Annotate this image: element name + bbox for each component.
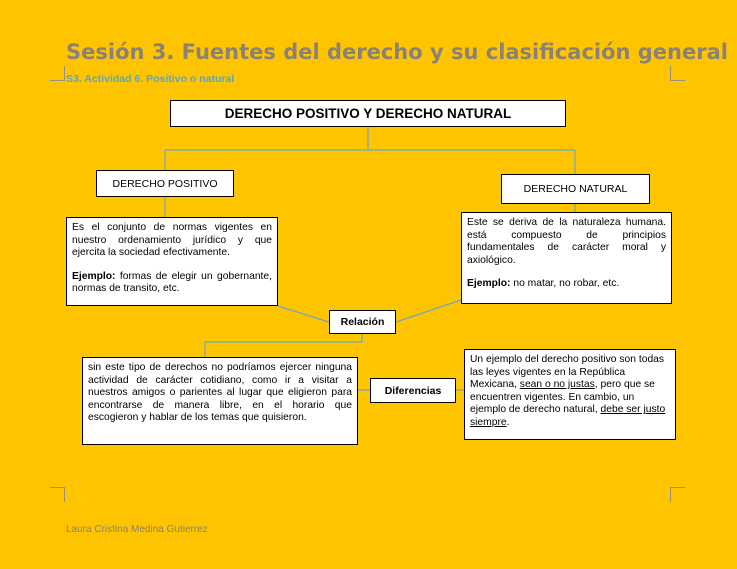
connector-relation-to-text xyxy=(205,334,362,357)
positive-law-definition: Es el conjunto de normas vigentes en nuestro ordenamiento jurídico y que ejercita la sociedad efectivamente. xyxy=(72,222,272,259)
natural-law-example xyxy=(467,278,666,291)
differences-text-part-1: Un ejemplo del derecho positivo son todas las leyes vigentes en la República Mexicana, xyxy=(470,354,665,391)
differences-underline-1: sean o no justas xyxy=(519,379,595,391)
relation-text: sin este tipo de derechos no podríamos ejercer ninguna actividad de carácter cotidiano, como ir a visitar a nuestros amigos o parientes al lugar que eligieron para encontrarse de manera libre, en el horario que escogieron y hablar de los temas que quisieron. xyxy=(88,362,352,424)
relation-box xyxy=(329,310,396,334)
positive-law-definition-box xyxy=(66,217,278,306)
natural-law-definition-box xyxy=(461,212,672,304)
natural-example-label: Ejemplo: xyxy=(467,278,511,290)
main-title-box xyxy=(170,100,566,127)
differences-text xyxy=(470,354,670,430)
natural-law-label: DERECHO NATURAL xyxy=(523,183,628,195)
relation-label: Relación xyxy=(340,316,385,328)
page-subtitle: S3. Actividad 6. Positivo o natural xyxy=(66,73,235,85)
differences-text-box xyxy=(464,349,676,440)
connector-natural-definition-to-relation xyxy=(396,300,461,322)
positive-example-label: Ejemplo: xyxy=(72,270,116,282)
footer-author: Laura Cristina Medina Gutierrez xyxy=(66,524,208,535)
main-title-label: DERECHO POSITIVO Y DERECHO NATURAL xyxy=(224,106,512,121)
positive-law-example xyxy=(72,271,272,296)
natural-law-definition: Este se deriva de la naturaleza humana. está compuesto de principios fundamentales de carácter moral y axiológico. xyxy=(467,217,666,266)
relation-text-box xyxy=(82,357,358,445)
differences-box xyxy=(370,378,456,403)
differences-text-part-3: . xyxy=(506,416,510,428)
differences-text-part-2: , pero que se encuentren vigentes. En cambio, un ejemplo de derecho natural, xyxy=(470,379,655,416)
positive-law-box xyxy=(96,170,234,197)
positive-law-label: DERECHO POSITIVO xyxy=(112,177,218,190)
page-title: Sesión 3. Fuentes del derecho y su clasificación general xyxy=(66,40,728,64)
differences-label: Diferencias xyxy=(384,384,442,397)
positive-example-text: formas de elegir un gobernante, normas de transito, etc. xyxy=(72,270,272,295)
natural-law-box xyxy=(501,174,650,204)
natural-example-text: no matar, no robar, etc. xyxy=(510,278,620,290)
connector-positive-definition-to-relation xyxy=(278,306,329,322)
differences-underline-2: debe ser justo siempre xyxy=(470,404,666,428)
